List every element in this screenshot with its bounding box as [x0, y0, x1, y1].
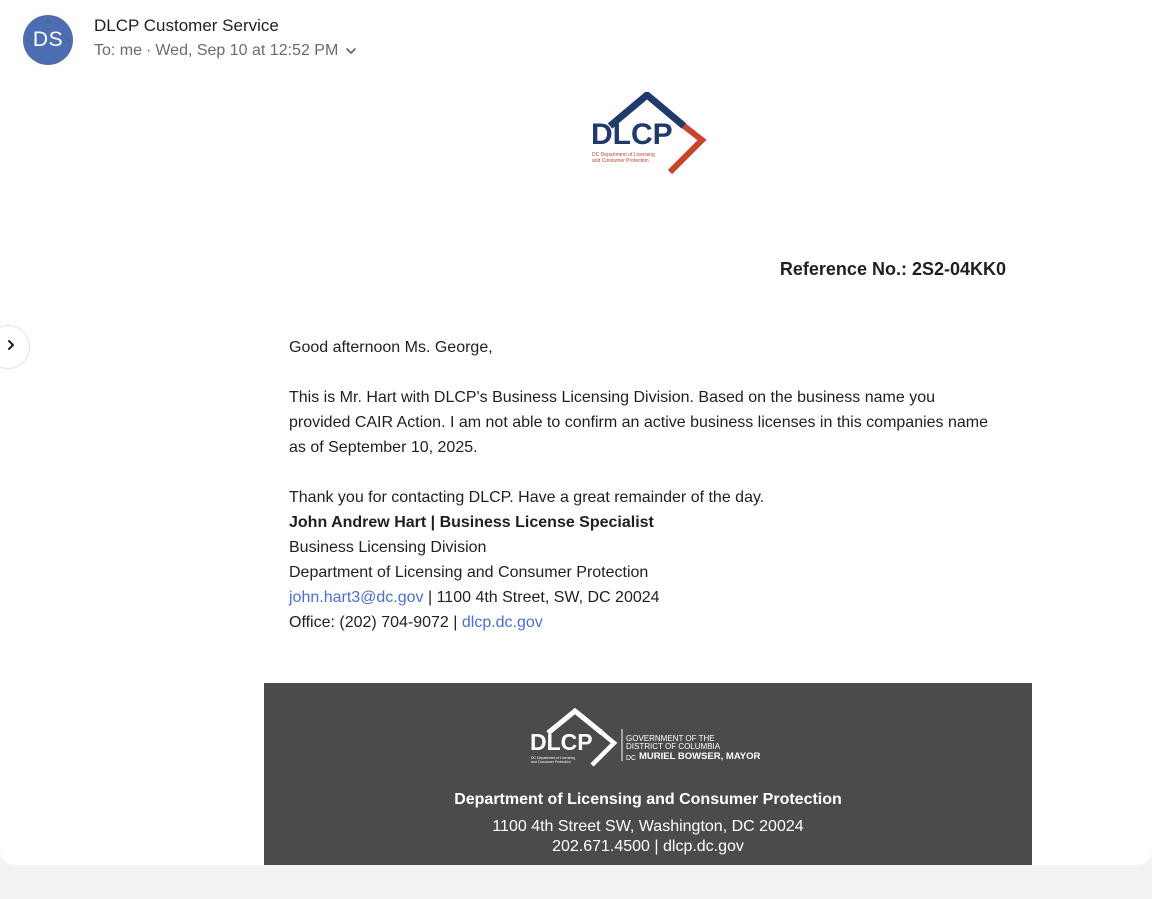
logo-subtitle-line1: DC Department of Licensing — [592, 152, 655, 158]
avatar[interactable] — [23, 15, 73, 65]
separator: · — [146, 42, 152, 59]
website-link[interactable]: dlcp.dc.gov — [461, 614, 543, 631]
gov-line-3: MURIEL BOWSER, MAYOR — [639, 751, 761, 762]
signature-department: Department of Licensing and Consumer Protection — [289, 564, 649, 581]
message-date: Wed, Sep 10 at 12:52 PM — [155, 42, 339, 59]
avatar-initials: DS — [32, 28, 64, 51]
sender-name[interactable]: DLCP Customer Service — [94, 16, 279, 35]
chevron-down-icon[interactable] — [344, 44, 358, 58]
signature-name: John Andrew Hart | Business License Specialist — [289, 514, 654, 531]
reference-number: Reference No.: 2S2-04KK0 — [779, 259, 1006, 279]
footer-contact: 202.671.4500 | dlcp.dc.gov — [552, 838, 744, 855]
footer-address: 1100 4th Street SW, Washington, DC 20024 — [492, 818, 804, 835]
logo-wordmark: DLCP — [591, 118, 673, 151]
office-phone: Office: (202) 704-9072 | — [289, 614, 462, 631]
expand-sidebar-button[interactable] — [0, 325, 30, 369]
recipient-name: me — [119, 42, 143, 59]
signature-office-line — [289, 610, 989, 635]
footer-logos — [528, 707, 768, 767]
gov-line-1: GOVERNMENT OF THE — [626, 734, 715, 743]
gov-line-2: DISTRICT OF COLUMBIA — [626, 742, 721, 751]
footer-banner — [264, 683, 1032, 865]
signature-contact-line — [289, 585, 989, 610]
dlcp-logo — [588, 92, 708, 174]
logo-subtitle-line2: and Consumer Protection — [592, 158, 649, 164]
signature-division: Business Licensing Division — [289, 539, 487, 556]
recipient-line — [94, 42, 358, 60]
closing-line: Thank you for contacting DLCP. Have a great remainder of the day. — [289, 489, 765, 506]
footer-department: Department of Licensing and Consumer Protection — [454, 791, 842, 808]
to-label: To: — [94, 42, 116, 59]
greeting: Good afternoon Ms. George, — [289, 339, 493, 356]
email-link[interactable]: john.hart3@dc.gov — [289, 589, 424, 606]
footer-logo-subtitle-line2: and Consumer Protection — [531, 760, 571, 764]
footer-logo-wordmark: DLCP — [530, 729, 593, 755]
footer-logo-subtitle-line1: DC Department of Licensing — [531, 756, 575, 760]
email-body — [289, 335, 989, 635]
body-paragraph: This is Mr. Hart with DLCP's Business Licensing Division. Based on the business name you provided CAIR Action. I am not able to confirm an active business licenses in this companies name as of September 10, 2025. — [289, 389, 989, 456]
chevron-right-icon — [5, 338, 17, 357]
signature-address: | 1100 4th Street, SW, DC 20024 — [423, 589, 660, 606]
gov-monogram: DC — [626, 755, 637, 762]
